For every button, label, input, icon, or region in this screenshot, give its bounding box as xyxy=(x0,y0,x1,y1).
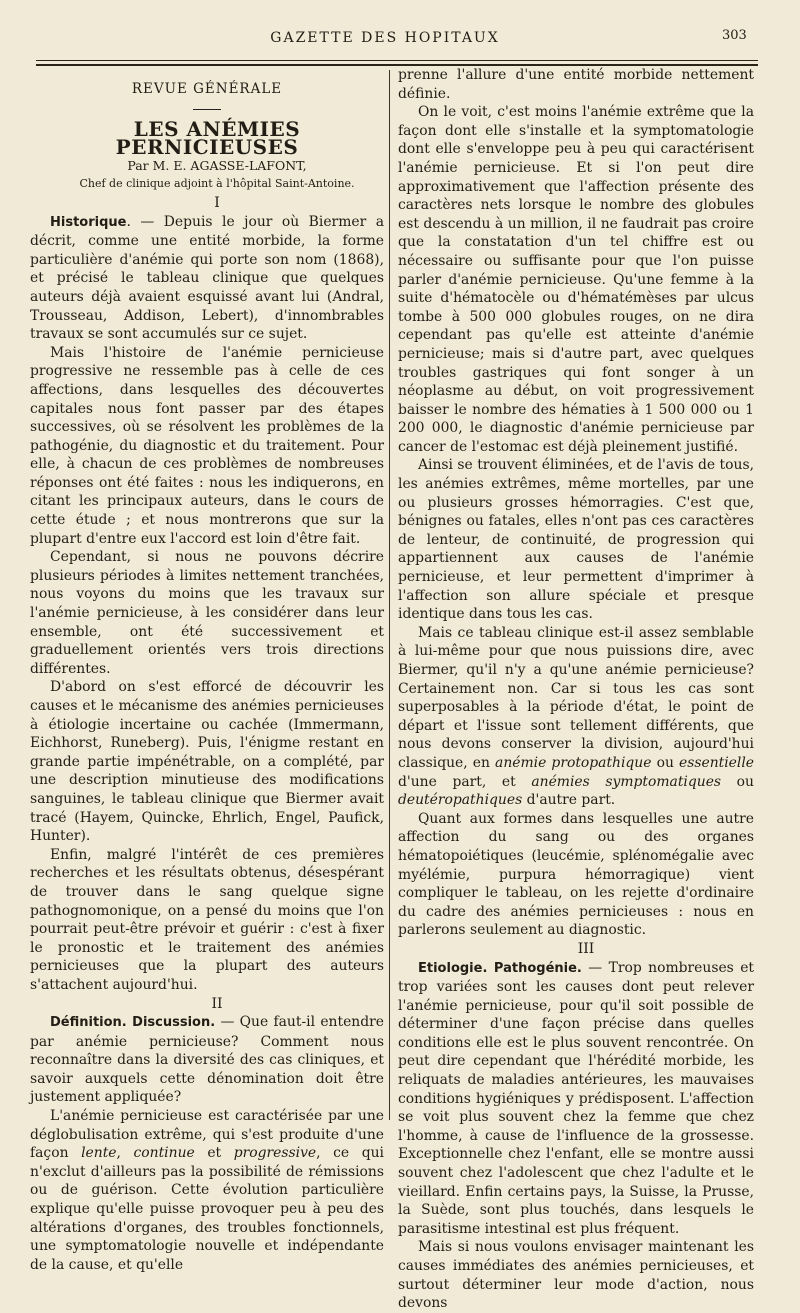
text: , xyxy=(116,1145,134,1162)
heading-etiologie: Etiologie. Pathogénie. xyxy=(418,960,582,976)
text: ou xyxy=(651,754,679,771)
text: , ce qui n'exclut d'ailleurs pas la possibilité de rémissions ou de guérison. Cette évolution particulière explique qu'elle puisse provoquer peu à peu des altérations d'organes, des troubles fonctionnels, une symptomatologie nouvelle et indépendante de la cause, et qu'elle xyxy=(30,1145,384,1273)
paragraph-text: — Que faut-il entendre par anémie pernicieuse? Comment nous reconnaître dans la diversité des cas cliniques, et savoir auxquels cette dénomination doit être justement appliquée? xyxy=(30,1014,385,1106)
text: Mais ce tableau clinique est-il assez semblable à lui-même pour que nous puissions dire, avec Biermer, qu'il n'y a qu'une anémie pernicieuse? Certainement non. Car si tous les cas sont superposables à la période d'état, le point de départ et l'issue sont tellement différents, que nous devons conserver la division, aujourd'hui classique, en xyxy=(398,624,754,771)
section-numeral-1: I xyxy=(214,194,220,211)
emphasis: anémies symptomatiques xyxy=(531,773,722,790)
section-numeral-2: II xyxy=(211,995,223,1012)
author-affiliation: Chef de clinique adjoint à l'hôpital Saint-Antoine. xyxy=(79,177,355,191)
left-column xyxy=(30,80,384,1274)
text: d'autre part. xyxy=(522,792,616,809)
page-number: 303 xyxy=(722,28,747,43)
text: ou xyxy=(721,773,754,790)
paragraph: Ainsi se trouvent éliminées, et de l'avis de tous, les anémies extrêmes, même mortelles, par une ou plusieurs grosses hémorragies. C'est que, bénignes ou fatales, elles n'ont pas ces caractères de lenteur, de continuité, de progression qui appartiennent aux causes de l'anémie pernicieuse, et leur permettent d'imprimer à l'affection son allure spéciale et presque identique dans tous les cas. xyxy=(398,457,754,623)
header-rule xyxy=(36,60,758,61)
paragraph xyxy=(30,1107,384,1274)
section-label: REVUE GÉNÉRALE xyxy=(131,81,283,97)
column-divider xyxy=(389,70,390,1120)
text: et xyxy=(194,1145,234,1162)
paragraph-etiologie xyxy=(398,959,754,1239)
emphasis: continue xyxy=(133,1145,195,1162)
right-column xyxy=(398,66,754,1313)
paragraph-historique xyxy=(30,213,384,344)
heading-historique: Historique xyxy=(50,214,127,230)
article-author: Par M. E. AGASSE-LAFONT, xyxy=(127,157,307,173)
paragraph: prenne l'allure d'une entité morbide nettement définie. xyxy=(398,67,754,102)
text: d'une part, et xyxy=(398,773,532,790)
paragraph xyxy=(398,624,754,810)
paragraph: Mais si nous voulons envisager maintenant les causes immédiates des anémies pernicieuses, et surtout déterminer leur mode d'action, nous devons xyxy=(398,1239,754,1312)
short-rule xyxy=(193,109,221,110)
section-numeral-3: III xyxy=(577,940,595,957)
paragraph: On le voit, c'est moins l'anémie extrême que la façon dont elle s'installe et la symptomatologie dont elle s'enveloppe peu à peu qui caractérisent l'anémie pernicieuse. Et si l'on peut dire approximativement que l'affection présente des caractères nets lorsque le nombre des globules est descendu à un million, il ne faudrait pas croire que la constatation d'un tel chiffre est ou nécessaire ou suffisante pour que l'on puisse parler d'anémie pernicieuse. Qu'une femme à la suite d'hématocèle ou d'hématémèses par ulcus tombe à 500 000 globules rouges, on ne dira cependant pas qu'elle est atteinte d'anémie pernicieuse; mais si d'autre part, avec quelques troubles gastriques qui font songer à un néoplasme au début, on voit progressivement baisser le nombre des hématies à 1 500 000 ou 1 200 000, le diagnostic d'anémie pernicieuse par cancer de l'estomac est déjà pleinement justifié. xyxy=(398,104,754,455)
text: L'anémie pernicieuse est caractérisée par une déglobulisation extrême, qui s'est produite d'une façon xyxy=(30,1108,384,1162)
paragraph: Quant aux formes dans lesquelles une autre affection du sang ou des organes hématopoiétiques (leucémie, splénomégalie avec myélémie, purpura hémorragique) vient compliquer le tableau, on les rejette d'ordinaire du cadre des anémies pernicieuses : nous en parlerons seulement au diagnostic. xyxy=(398,810,754,939)
paragraph-definition xyxy=(30,1013,384,1107)
paragraph-text: . — Depuis le jour où Biermer a décrit, comme une entité morbide, la forme particulière d'anémie qui porte son nom (1868), et précisé le tableau clinique que quelques auteurs déjà avaient esquissé avant lui (Andral, Trousseau, Addison, Lebert), d'innombrables travaux se sont accumulés sur ce sujet. xyxy=(30,213,384,343)
paragraph: Mais l'histoire de l'anémie pernicieuse progressive ne ressemble pas à celle de ces affections, dans lesquelles des découvertes capitales nous font passer par des étapes successives, où se résolvent les problèmes de la pathogénie, du diagnostic et du traitement. Pour elle, à chacun de ces problèmes de nombreuses réponses ont été faites : nous les indiquerons, en citant les principaux auteurs, dans le cours de cette étude ; et nous montrerons que sur la plupart d'entre eux l'accord est loin d'être fait. xyxy=(30,344,384,547)
paragraph-text: — Trop nombreuses et trop variées sont les causes dont peut relever l'anémie pernicieuse, pour qu'il soit possible de déterminer d'une façon précise dans quelles conditions elle est le plus souvent rencontrée. On peut dire cependant que l'hérédité morbide, les reliquats de maladies antérieures, les mauvaises conditions hygiéniques y prédisposent. L'affection se voit plus souvent chez la femme que chez l'homme, à cause de l'influence de la grossesse. Exceptionnelle chez l'enfant, elle se montre aussi souvent chez l'adolescent que chez l'adulte et le vieillard. Enfin certains pays, la Suisse, la Prusse, la Suède, sont plus touchés, dans lesquels le parasitisme intestinal est plus fréquent. xyxy=(398,959,755,1237)
paragraph: Enfin, malgré l'intérêt de ces premières recherches et les résultats obtenus, désespérant de trouver dans le sang quelque signe pathognomonique, on a pensé du moins que l'on pourrait peut-être prévoir et guérir : c'est à fixer le pronostic et le traitement des anémies pernicieuses que la plupart des auteurs s'attachent aujourd'hui. xyxy=(30,846,384,993)
emphasis: essentielle xyxy=(679,754,754,771)
article-title: LES ANÉMIES PERNICIEUSES xyxy=(115,116,301,160)
heading-definition: Définition. Discussion. xyxy=(50,1015,216,1031)
emphasis: progressive xyxy=(233,1145,317,1162)
emphasis: anémie protopathique xyxy=(495,754,652,771)
emphasis: deutéropathiques xyxy=(398,792,523,809)
paragraph: Cependant, si nous ne pouvons décrire plusieurs périodes à limites nettement tranchées, nous voyons du moins que les travaux sur l'anémie pernicieuse, à les considérer dans leur ensemble, ont été successivement et graduellement orientés vers trois directions différentes. xyxy=(30,549,384,677)
journal-title: GAZETTE DES HOPITAUX xyxy=(270,30,500,46)
running-head xyxy=(0,28,800,50)
paragraph: D'abord on s'est efforcé de découvrir les causes et le mécanisme des anémies pernicieuses à étiologie incertaine ou cachée (Immermann, Eichhorst, Runeberg). Puis, l'énigme restant en grande partie impénétrable, on a complété, par une description minutieuse des modifications sanguines, le tableau clinique que Biermer avait tracé (Hayem, Quincke, Ehrlich, Engel, Paufick, Hunter). xyxy=(30,679,384,845)
emphasis: lente xyxy=(81,1145,117,1162)
